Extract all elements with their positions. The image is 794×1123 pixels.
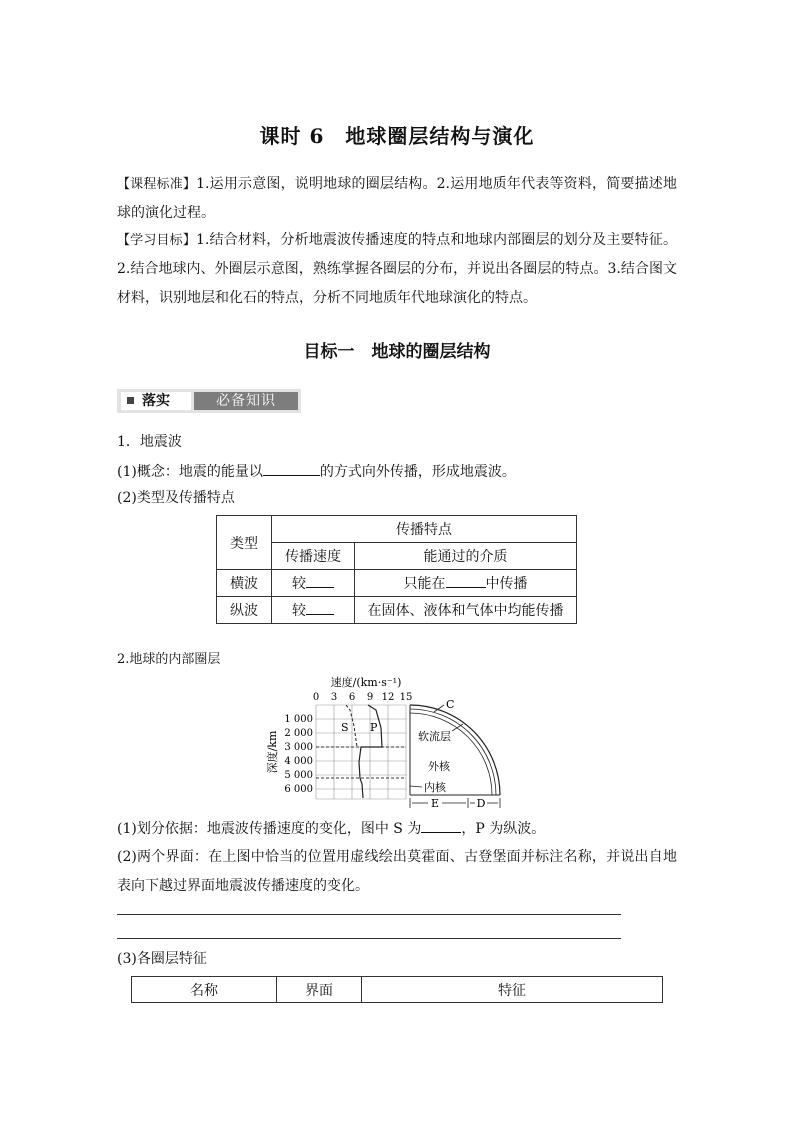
speed-tick: 15 <box>399 692 413 703</box>
answer-blank[interactable] <box>306 600 334 615</box>
layers-header-name: 名称 <box>132 977 277 1003</box>
q1-heading: 1．地震波 <box>117 434 182 450</box>
course-standard <box>117 170 677 228</box>
speed-tick: 9 <box>366 692 374 703</box>
q2-features-label: (3)各圈层特征 <box>117 951 207 967</box>
depth-tick: 1 000 <box>284 714 313 725</box>
p-wave-label: P <box>370 721 378 734</box>
medium-b: 中传播 <box>485 576 528 592</box>
asthenosphere-label: 软流层 <box>418 730 451 743</box>
speed-cell <box>272 570 355 597</box>
speed-cell <box>272 597 355 624</box>
depth-tick: 3 000 <box>284 742 313 753</box>
medium-header: 能通过的介质 <box>355 543 577 570</box>
speed-header: 传播速度 <box>272 543 355 570</box>
medium-cell <box>355 570 577 597</box>
dimension-lines <box>410 798 500 808</box>
q1-concept-b: 的方式向外传播，形成地震波。 <box>319 464 516 480</box>
layers-table <box>131 976 663 1003</box>
course-standard-text: 1.运用示意图，说明地球的圈层结构。2.运用地质年代表等资料，简要描述地球的演化过程。 <box>117 176 677 221</box>
speed-tick: 6 <box>348 692 356 703</box>
medium-cell: 在固体、液体和气体中均能传播 <box>355 597 577 624</box>
q1-concept <box>117 461 516 482</box>
depth-axis-label: 深度/km <box>266 730 279 774</box>
q2-basis-a: (1)划分依据：地震波传播速度的变化，图中 S 为 <box>117 821 422 837</box>
q2-interfaces: (2)两个界面：在上图中恰当的位置用虚线绘出莫霍面、古登堡面并标注名称，并说出自地表向下越过界面地震波传播速度的变化。 <box>117 849 677 894</box>
inner-core-label: 内核 <box>424 781 446 794</box>
speed-prefix: 较 <box>292 603 306 619</box>
layers-header-interface: 界面 <box>277 977 362 1003</box>
layers-header-feature: 特征 <box>362 977 663 1003</box>
answer-line[interactable] <box>117 914 621 915</box>
page-title: 课时 6 地球圈层结构与演化 <box>259 124 535 148</box>
wave-table <box>216 515 577 624</box>
medium-a: 只能在 <box>403 576 446 592</box>
s-wave-label: S <box>341 721 349 734</box>
speed-axis-label: 速度/(km·s⁻¹) <box>330 676 402 689</box>
e-label: E <box>430 797 440 810</box>
feature-header: 传播特点 <box>272 516 577 543</box>
section-heading: 目标一 地球的圈层结构 <box>303 342 491 362</box>
speed-tick: 0 <box>312 692 320 703</box>
outer-core-label: 外核 <box>428 760 450 773</box>
asthenosphere-leader-line <box>452 724 463 731</box>
q1-types-label: (2)类型及传播特点 <box>117 490 235 506</box>
learning-objectives-tag: 【学习目标】 <box>117 233 197 248</box>
wave-type-cell: 纵波 <box>217 597 272 624</box>
wave-type-cell: 横波 <box>217 570 272 597</box>
answer-blank[interactable] <box>306 573 334 588</box>
depth-tick: 5 000 <box>284 770 313 781</box>
type-header: 类型 <box>217 516 272 570</box>
banner-left <box>121 392 191 410</box>
speed-ticks <box>313 692 413 703</box>
q1-concept-a: (1)概念：地震的能量以 <box>117 464 263 480</box>
learning-objectives <box>117 226 677 313</box>
earth-interior-diagram <box>262 674 512 812</box>
square-bullet-icon <box>127 397 134 404</box>
q2-basis-b: ，P 为纵波。 <box>461 821 546 837</box>
table-row <box>217 597 577 624</box>
banner-right-label: 必备知识 <box>194 392 298 410</box>
depth-ticks <box>284 714 313 795</box>
answer-blank[interactable] <box>446 573 486 588</box>
depth-tick: 6 000 <box>284 784 313 795</box>
learning-objectives-text: 1.结合材料，分析地震波传播速度的特点和地球内部圈层的划分及主要特征。2.结合地球内、外圈层示意图，熟练掌握各圈层的分布，并说出各圈层的特点。3.结合图文材料，识别地层和化石的特点，分析不同地质年代地球演化的特点。 <box>117 232 677 306</box>
depth-tick: 2 000 <box>284 728 313 739</box>
speed-tick: 12 <box>381 692 395 703</box>
depth-tick: 4 000 <box>284 756 313 767</box>
knowledge-banner <box>117 389 301 413</box>
table-row <box>217 570 577 597</box>
q2-basis <box>117 818 545 839</box>
d-label: D <box>476 797 486 810</box>
q2-heading: 2.地球的内部圈层 <box>117 652 221 667</box>
speed-prefix: 较 <box>292 576 306 592</box>
answer-blank[interactable] <box>263 461 320 476</box>
grid-lines <box>316 705 406 799</box>
c-label: C <box>446 698 455 711</box>
inner-core-leader-line <box>410 786 422 787</box>
speed-tick: 3 <box>330 692 338 703</box>
banner-left-label: 落实 <box>142 393 170 409</box>
course-standard-tag: 【课程标准】 <box>117 177 197 192</box>
answer-blank[interactable] <box>421 818 461 833</box>
answer-line[interactable] <box>117 938 621 939</box>
